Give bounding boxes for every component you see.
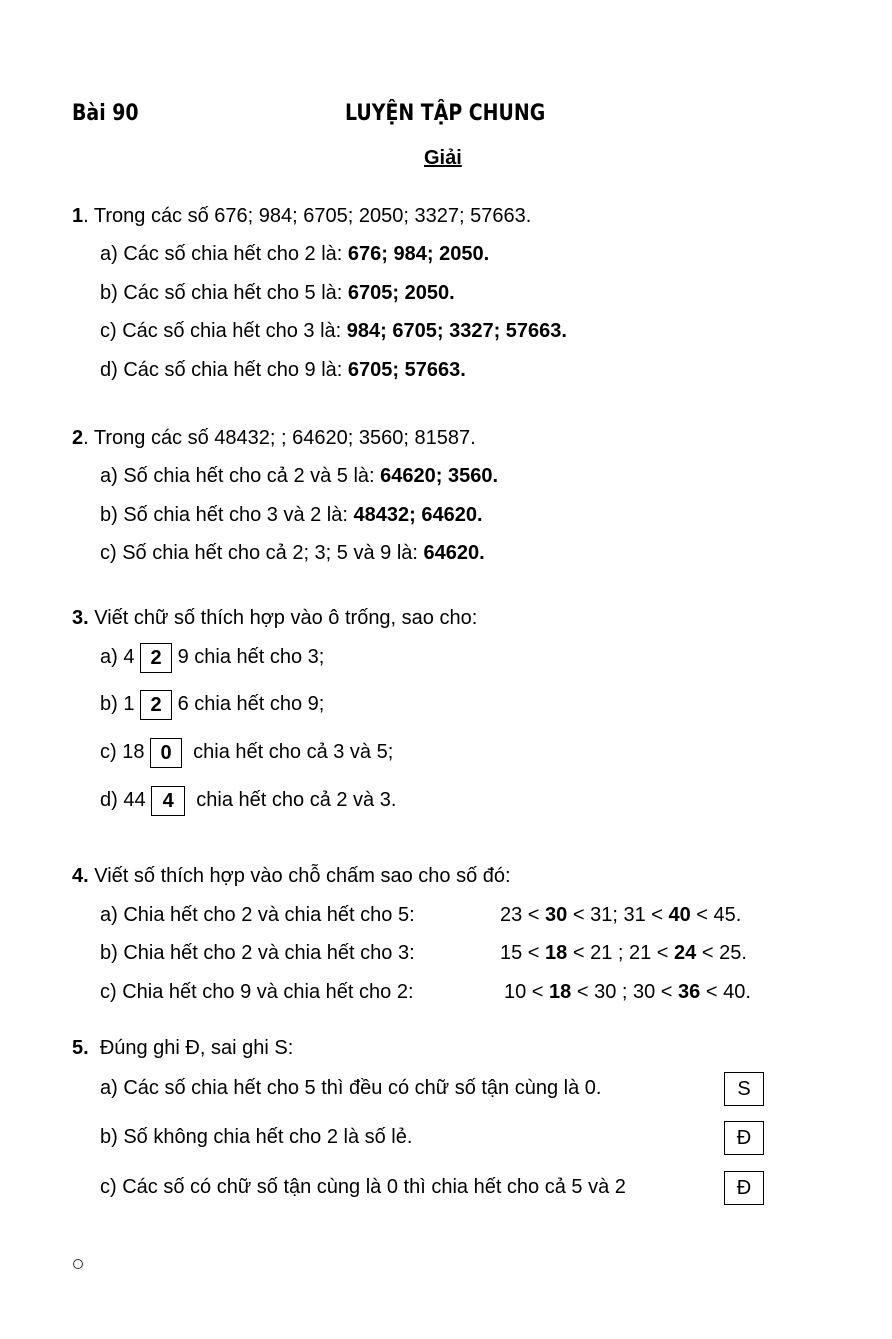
q4-c-p2: < 30 ; 30 < [571, 981, 679, 1003]
q4-stem [72, 866, 511, 886]
q4-a-p3: < 45. [690, 904, 742, 926]
q2-c-label: c) Số chia hết cho cả 2; 3; 5 và 9 là: [100, 542, 424, 564]
q5-b-text: b) Số không chia hết cho 2 là số lẻ. [100, 1126, 413, 1148]
q4-b-p3: < 25. [696, 942, 747, 964]
q5-c-text: c) Các số có chữ số tận cùng là 0 thì chia hết cho cả 5 và 2 [100, 1176, 626, 1198]
q4-c-p3: < 40. [700, 981, 751, 1003]
q4-a-label: a) Chia hết cho 2 và chia hết cho 5: [100, 904, 415, 926]
q1-a [100, 244, 489, 264]
q4-b-v1: 18 [545, 942, 568, 964]
q2-b [100, 505, 483, 525]
q5-stem-text: Đúng ghi Đ, sai ghi S: [99, 1037, 294, 1059]
q3-a [100, 642, 324, 673]
q1-a-answer: 676; 984; 2050. [347, 243, 490, 265]
q4-number: 4. [72, 865, 89, 887]
q2-c [100, 543, 485, 563]
q3-d-post: chia hết cho cả 2 và 3. [196, 789, 397, 811]
q3-c-post: chia hết cho cả 3 và 5; [193, 741, 394, 763]
lesson-label: Bài 90 [72, 101, 139, 126]
q3-a-box: 2 [140, 643, 172, 673]
page-title: LUYỆN TẬP CHUNG [345, 101, 546, 126]
q2-a-label: a) Số chia hết cho cả 2 và 5 là: [100, 465, 381, 487]
q5-a-text: a) Các số chia hết cho 5 thì đều có chữ số tận cùng là 0. [100, 1077, 602, 1099]
q1-d-label: d) Các số chia hết cho 9 là: [100, 359, 348, 381]
q1-c [100, 321, 567, 341]
q1-stem [72, 206, 531, 226]
q4-c-label: c) Chia hết cho 9 và chia hết cho 2: [100, 981, 414, 1003]
q3-a-pre: a) 4 [100, 646, 135, 668]
q1-stem-text: . Trong các số 676; 984; 6705; 2050; 3327; 57663. [83, 205, 532, 227]
q1-b [100, 283, 455, 303]
q4-c-v1: 18 [549, 981, 572, 1003]
q2-stem-text: . Trong các số 48432; ; 64620; 3560; 81587. [83, 427, 476, 449]
q5-b-answer-box: Đ [724, 1121, 764, 1155]
q3-b-box: 2 [140, 690, 172, 720]
q3-number: 3. [72, 607, 89, 629]
q4-a-v1: 30 [545, 904, 568, 926]
q4-b-v2: 24 [674, 942, 697, 964]
q5-number: 5. [72, 1037, 89, 1059]
q3-d-pre: d) 44 [100, 789, 146, 811]
q2-a [100, 466, 498, 486]
q1-d-answer: 6705; 57663. [347, 359, 466, 381]
q3-b-pre: b) 1 [100, 693, 135, 715]
q5-c-answer-box: Đ [724, 1171, 764, 1205]
q4-b-p1: 15 < [500, 942, 546, 964]
q1-b-label: b) Các số chia hết cho 5 là: [100, 282, 348, 304]
q3-b-post: 6 chia hết cho 9; [177, 693, 325, 715]
q4-b-label: b) Chia hết cho 2 và chia hết cho 3: [100, 942, 415, 964]
q1-b-answer: 6705; 2050. [347, 282, 455, 304]
q4-b-answer [500, 943, 747, 963]
q2-b-answer: 48432; 64620. [353, 504, 483, 526]
q3-a-post: 9 chia hết cho 3; [177, 646, 325, 668]
circle-mark-icon [73, 1259, 83, 1269]
q3-b [100, 689, 324, 720]
q3-c [100, 737, 393, 768]
q3-c-pre: c) 18 [100, 741, 145, 763]
q2-b-label: b) Số chia hết cho 3 và 2 là: [100, 504, 354, 526]
q1-d [100, 360, 466, 380]
q1-c-label: c) Các số chia hết cho 3 là: [100, 320, 347, 342]
q4-a-p2: < 31; 31 < [567, 904, 669, 926]
q2-a-answer: 64620; 3560. [380, 465, 499, 487]
q3-c-box: 0 [150, 738, 182, 768]
subtitle: Giải [424, 147, 462, 169]
q4-c-answer [504, 982, 751, 1002]
q5-stem [72, 1038, 293, 1058]
q4-b-p2: < 21 ; 21 < [567, 942, 675, 964]
q3-d-box: 4 [151, 786, 185, 816]
q5-a-answer-box: S [724, 1072, 764, 1106]
q2-c-answer: 64620. [423, 542, 485, 564]
q1-number: 1 [72, 205, 84, 227]
q3-stem [72, 608, 477, 628]
q1-c-answer: 984; 6705; 3327; 57663. [346, 320, 567, 342]
q4-a-v2: 40 [668, 904, 691, 926]
q2-number: 2 [72, 427, 84, 449]
q4-a-answer [500, 905, 741, 925]
q3-d [100, 785, 396, 816]
q4-c-p1: 10 < [504, 981, 550, 1003]
q4-a-p1: 23 < [500, 904, 546, 926]
q3-stem-text: Viết chữ số thích hợp vào ô trống, sao cho: [94, 607, 478, 629]
q2-stem [72, 428, 476, 448]
q1-a-label: a) Các số chia hết cho 2 là: [100, 243, 348, 265]
q4-c-v2: 36 [678, 981, 701, 1003]
q4-stem-text: Viết số thích hợp vào chỗ chấm sao cho số đó: [94, 865, 511, 887]
